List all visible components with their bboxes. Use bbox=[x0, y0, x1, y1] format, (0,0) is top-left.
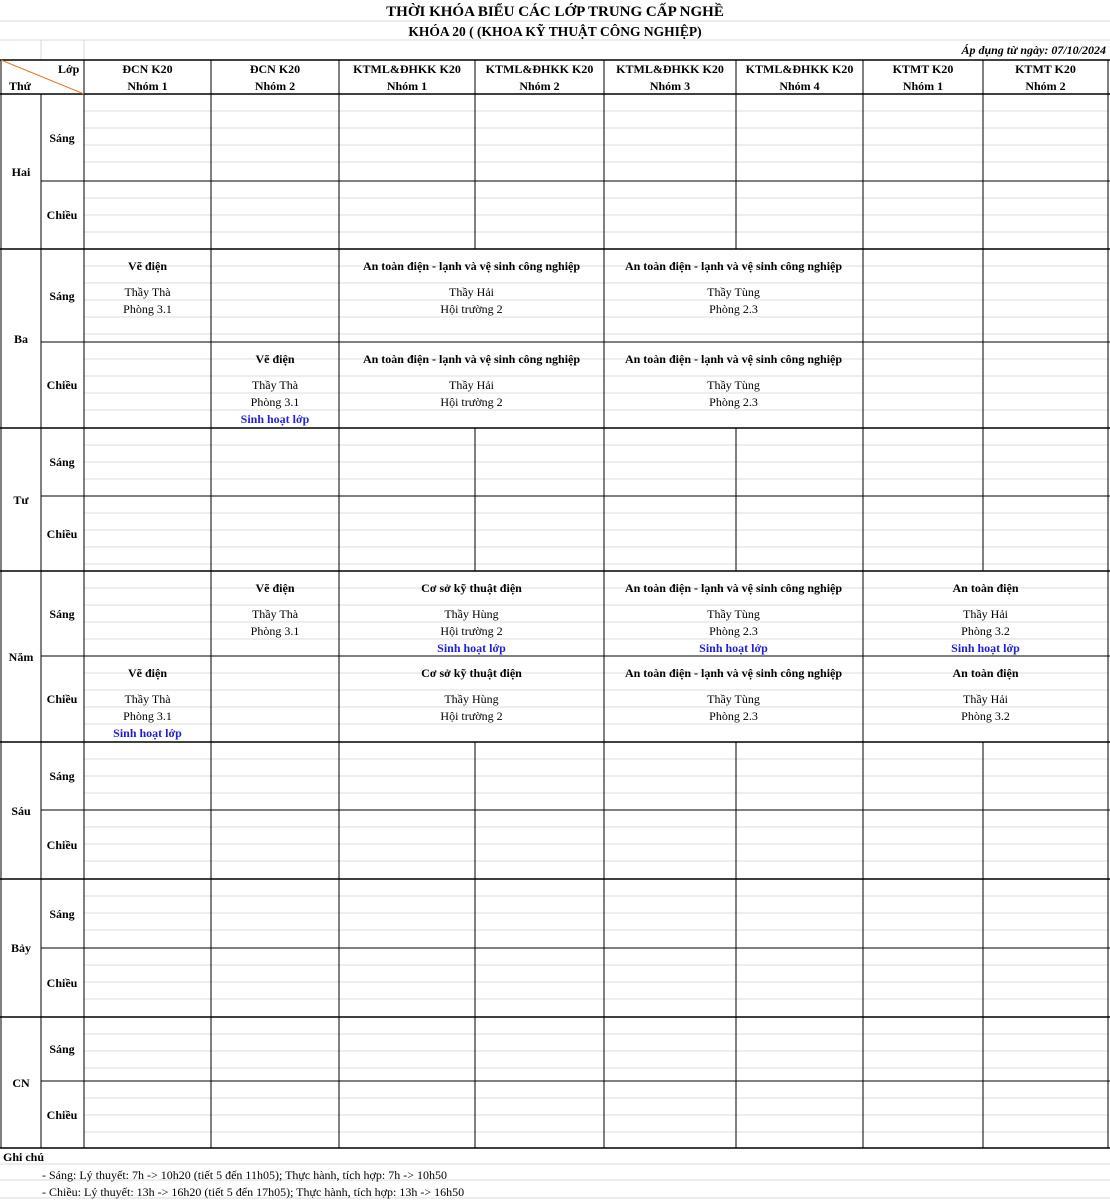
entry-class-activity-note: Sinh hoạt lớp bbox=[437, 641, 506, 655]
entry-subject: Vẽ điện bbox=[255, 352, 295, 366]
class-name-header: ĐCN K20 bbox=[122, 62, 173, 76]
day-label: Tư bbox=[13, 492, 29, 507]
entry-teacher: Thầy Hải bbox=[449, 285, 494, 299]
entry-room: Hội trường 2 bbox=[440, 709, 503, 723]
entry-room: Phòng 2.3 bbox=[709, 395, 758, 409]
session-label: Chiều bbox=[46, 975, 78, 990]
header-lop-label: Lớp bbox=[58, 62, 80, 76]
class-name-header: KTML&ĐHKK K20 bbox=[485, 62, 594, 76]
entry-room: Hội trường 2 bbox=[440, 624, 503, 638]
entry-teacher: Thầy Thà bbox=[251, 607, 299, 621]
entry-subject: Vẽ điện bbox=[128, 666, 167, 680]
class-name-header: ĐCN K20 bbox=[249, 62, 301, 76]
session-label: Sáng bbox=[49, 130, 75, 145]
page-title: THỜI KHÓA BIỂU CÁC LỚP TRUNG CẤP NGHỀ bbox=[386, 4, 724, 20]
entry-teacher: Thầy Thà bbox=[251, 378, 299, 392]
entry-room: Phòng 2.3 bbox=[709, 302, 758, 316]
entry-subject: An toàn điện - lạnh và vệ sinh công nghiệp bbox=[624, 352, 843, 366]
session-label: Chiều bbox=[46, 208, 78, 222]
day-label: Ba bbox=[13, 331, 29, 346]
session-label: Chiều bbox=[46, 526, 78, 541]
entry-class-activity-note: Sinh hoạt lớp bbox=[699, 641, 768, 655]
entry-subject: An toàn điện - lạnh và vệ sinh công nghiệp bbox=[624, 581, 843, 595]
session-label: Sáng bbox=[49, 455, 75, 469]
entry-room: Hội trường 2 bbox=[440, 302, 503, 316]
page-subtitle: KHÓA 20 ( (KHOA KỸ THUẬT CÔNG NGHIỆP) bbox=[408, 24, 702, 39]
entry-teacher: Thầy Tùng bbox=[707, 378, 760, 392]
entry-subject: An toàn điện - lạnh và vệ sinh công nghiệp bbox=[362, 352, 581, 366]
entry-subject: An toàn điện - lạnh và vệ sinh công nghiệp bbox=[624, 666, 843, 680]
session-label: Sáng bbox=[49, 906, 75, 921]
entry-teacher: Thầy Tùng bbox=[707, 607, 760, 621]
session-label: Chiều bbox=[46, 837, 78, 852]
session-label: Chiều bbox=[46, 692, 78, 706]
class-group-header: Nhóm 1 bbox=[902, 79, 944, 93]
class-group-header: Nhóm 2 bbox=[519, 79, 560, 93]
class-group-header: Nhóm 4 bbox=[779, 79, 820, 93]
entry-teacher: Thầy Hùng bbox=[444, 607, 499, 621]
day-label: Sáu bbox=[11, 803, 31, 818]
entry-class-activity-note: Sinh hoạt lớp bbox=[951, 641, 1020, 655]
header-thu-label: Thứ bbox=[9, 79, 31, 93]
class-group-header: Nhóm 1 bbox=[386, 79, 428, 93]
applied-date: Áp dụng từ ngày: 07/10/2024 bbox=[961, 43, 1106, 57]
entry-class-activity-note: Sinh hoạt lớp bbox=[240, 412, 310, 426]
day-label: Bảy bbox=[10, 941, 32, 955]
session-label: Chiều bbox=[46, 1107, 78, 1122]
class-group-header: Nhóm 2 bbox=[254, 79, 296, 93]
entry-subject: An toàn điện - lạnh và vệ sinh công nghiệp bbox=[624, 259, 843, 273]
entry-subject: An toàn điện - lạnh và vệ sinh công nghiệp bbox=[362, 259, 581, 273]
entry-room: Phòng 3.1 bbox=[250, 395, 300, 409]
session-label: Sáng bbox=[49, 1042, 75, 1056]
entry-room: Phòng 2.3 bbox=[709, 624, 758, 638]
session-label: Sáng bbox=[49, 769, 75, 783]
entry-subject: Cơ sở kỹ thuật điện bbox=[421, 581, 522, 595]
entry-teacher: Thầy Tùng bbox=[707, 285, 760, 299]
entry-teacher: Thầy Tùng bbox=[707, 692, 760, 706]
entry-teacher: Thầy Thà bbox=[124, 692, 171, 706]
day-label: CN bbox=[12, 1075, 30, 1090]
class-group-header: Nhóm 2 bbox=[1025, 79, 1066, 93]
entry-class-activity-note: Sinh hoạt lớp bbox=[113, 726, 182, 740]
day-label: Hai bbox=[11, 164, 31, 179]
entry-room: Phòng 2.3 bbox=[709, 709, 758, 723]
entry-room: Phòng 3.2 bbox=[961, 709, 1010, 723]
entry-room: Phòng 3.1 bbox=[123, 709, 172, 723]
entry-teacher: Thầy Hải bbox=[963, 692, 1008, 706]
class-name-header: KTML&ĐHKK K20 bbox=[745, 62, 854, 76]
entry-room: Phòng 3.2 bbox=[961, 624, 1010, 638]
session-label: Sáng bbox=[49, 606, 75, 621]
entry-room: Hội trường 2 bbox=[440, 395, 503, 409]
session-label: Sáng bbox=[49, 288, 75, 303]
class-group-header: Nhóm 1 bbox=[127, 79, 168, 93]
class-name-header: KTML&ĐHKK K20 bbox=[353, 62, 461, 76]
entry-room: Phòng 3.1 bbox=[123, 302, 172, 316]
entry-teacher: Thầy Hải bbox=[449, 378, 494, 392]
day-label: Năm bbox=[8, 649, 34, 664]
entry-teacher: Thầy Thà bbox=[124, 285, 171, 299]
class-name-header: KTML&ĐHKK K20 bbox=[616, 62, 724, 76]
notes-label: Ghi chú bbox=[3, 1150, 45, 1164]
entry-subject: Cơ sở kỹ thuật điện bbox=[421, 666, 522, 680]
class-name-header: KTMT K20 bbox=[892, 62, 954, 76]
session-label: Chiều bbox=[46, 378, 78, 392]
notes-line-afternoon: - Chiều: Lý thuyết: 13h -> 16h20 (tiết 5 đến 17h05); Thực hành, tích hợp: 13h -> 16h50 bbox=[42, 1185, 465, 1199]
entry-subject: Vẽ điện bbox=[255, 581, 295, 595]
entry-teacher: Thầy Hùng bbox=[444, 692, 499, 706]
notes-line-morning: - Sáng: Lý thuyết: 7h -> 10h20 (tiết 5 đến 11h05); Thực hành, tích hợp: 7h -> 10h50 bbox=[42, 1168, 447, 1182]
entry-subject: Vẽ điện bbox=[128, 259, 167, 273]
entry-teacher: Thầy Hải bbox=[963, 607, 1008, 621]
entry-subject: An toàn điện bbox=[952, 581, 1019, 595]
entry-subject: An toàn điện bbox=[952, 666, 1019, 680]
class-name-header: KTMT K20 bbox=[1015, 62, 1076, 76]
entry-room: Phòng 3.1 bbox=[250, 624, 300, 638]
class-group-header: Nhóm 3 bbox=[649, 79, 691, 93]
